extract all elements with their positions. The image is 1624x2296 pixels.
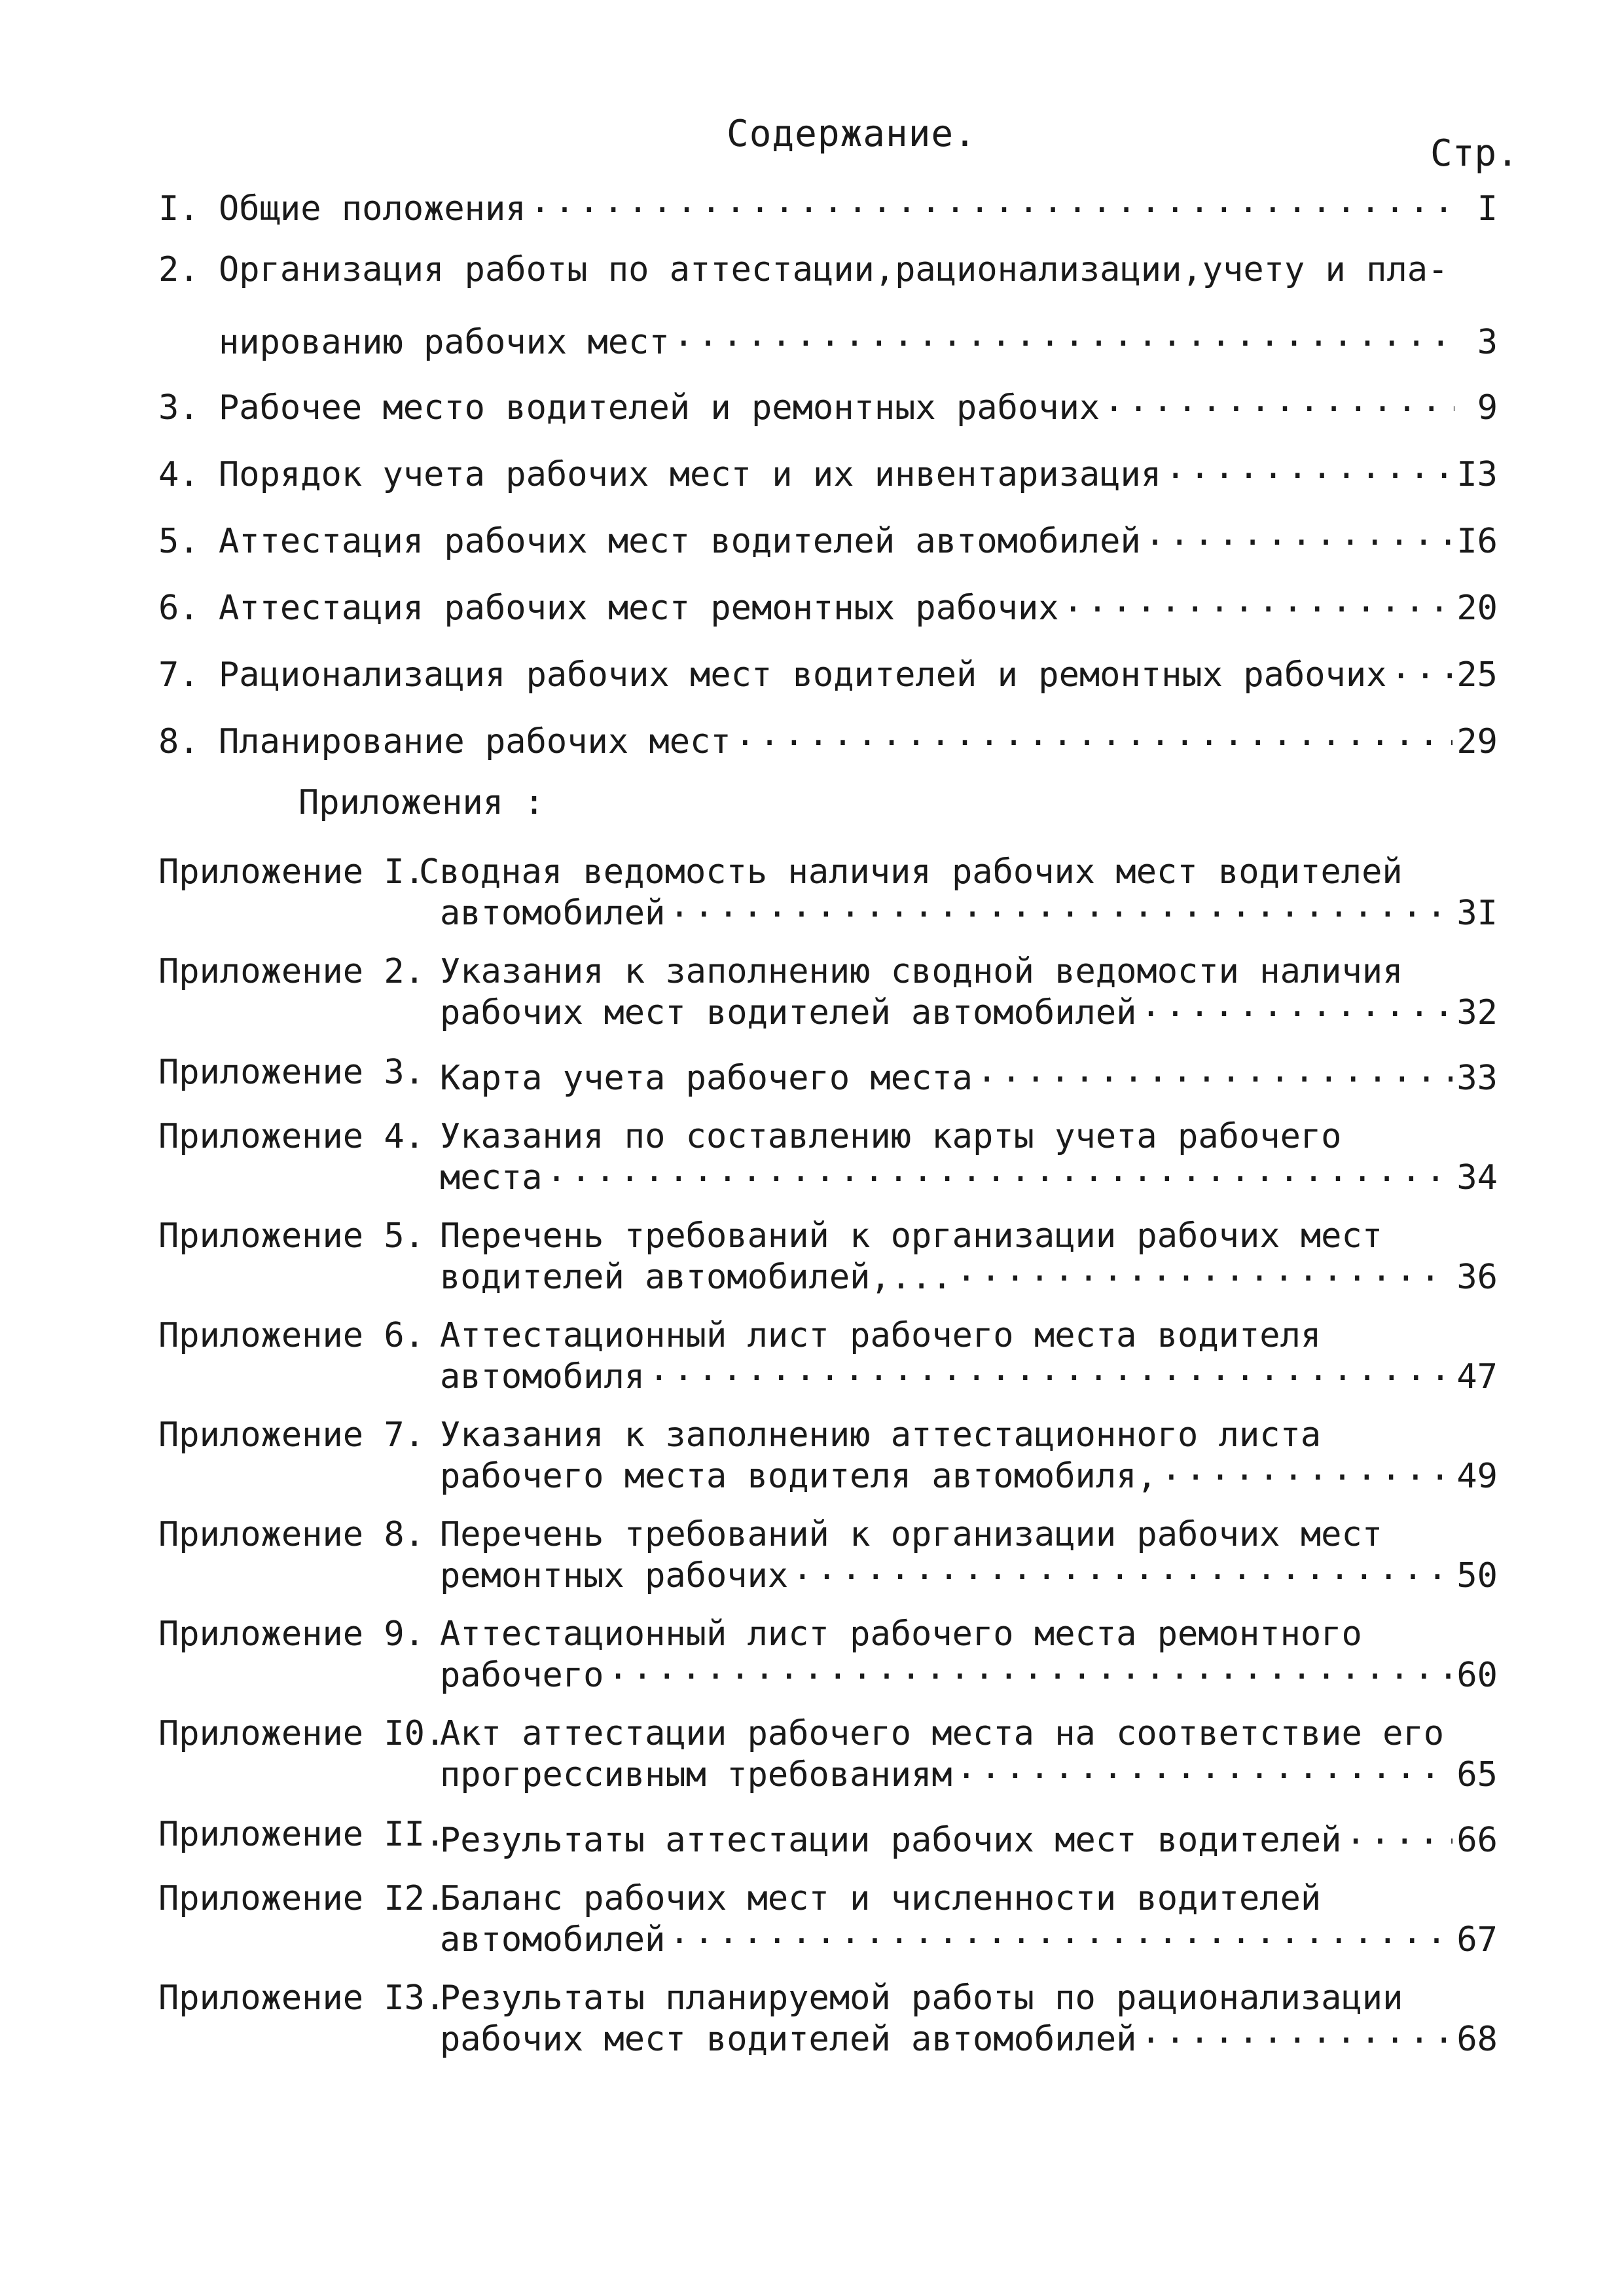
entry-title: Аттестация рабочих мест водителей автомобилей	[219, 522, 1141, 561]
toc-entry-title-line1: Организация работы по аттестации,рационализации,учету и пла-	[219, 250, 1449, 289]
appendix-entry	[440, 1254, 1498, 1297]
appendix-label: Приложение I0.	[158, 1714, 446, 1753]
toc-entry	[158, 519, 1498, 561]
appendix-page: 49	[1456, 1457, 1498, 1496]
appendix-page: 60	[1456, 1656, 1498, 1695]
appendix-entry	[440, 1752, 1498, 1795]
appendix-title-line1: Указания к заполнению сводной ведомости наличия	[440, 952, 1403, 991]
entry-title: нированию рабочих мест	[219, 323, 670, 362]
appendix-entry	[440, 1453, 1498, 1496]
appendix-page: 36	[1456, 1258, 1498, 1297]
entry-number: 4.	[158, 455, 200, 494]
entry-page: I	[1477, 189, 1498, 228]
page-column-label: Стр.	[1430, 132, 1519, 175]
appendix-label: Приложение 2.	[158, 952, 425, 991]
entry-number: 7.	[158, 655, 200, 695]
toc-entry	[158, 385, 1498, 428]
dot-leader	[547, 1155, 1453, 1189]
dot-leader	[1390, 652, 1453, 686]
appendix-title-line2: автомобилей	[440, 894, 666, 933]
dot-leader	[530, 186, 1454, 220]
appendix-entry	[440, 890, 1498, 933]
appendix-title-line2: автомобилей	[440, 1920, 666, 1959]
dot-leader	[669, 890, 1453, 924]
entry-page: 3	[1477, 323, 1498, 362]
appendix-entry	[440, 1652, 1498, 1695]
appendix-title-line2: рабочих мест водителей автомобилей	[440, 2020, 1137, 2059]
appendix-entry	[440, 1354, 1498, 1394]
toc-entry	[158, 652, 1498, 695]
entry-title: Рационализация рабочих мест водителей и ремонтных рабочих	[219, 655, 1387, 695]
entry-title: Планирование рабочих мест	[219, 722, 731, 761]
toc-entry-number: 2.	[158, 250, 200, 289]
toc-entry	[158, 719, 1498, 759]
appendix-page: 47	[1456, 1357, 1498, 1396]
dot-leader	[1063, 585, 1453, 619]
appendix-title-line1: Перечень требований к организации рабочих мест	[440, 1216, 1383, 1256]
dot-leader	[1140, 2016, 1453, 2050]
entry-number: 5.	[158, 522, 200, 561]
appendix-entry	[440, 1817, 1498, 1860]
appendix-title-line1: Результаты планируемой работы по рационализации	[440, 1978, 1403, 2018]
appendix-label: Приложение 7.	[158, 1415, 425, 1455]
dot-leader	[674, 319, 1454, 354]
appendix-page: 50	[1456, 1556, 1498, 1595]
toc-entry	[158, 186, 1498, 226]
dot-leader	[792, 1553, 1453, 1587]
appendix-title-line2: водителей автомобилей,...	[440, 1258, 952, 1297]
appendix-page: 32	[1456, 993, 1498, 1032]
entry-number: 8.	[158, 722, 200, 761]
appendix-title-line2: рабочего	[440, 1656, 604, 1695]
appendix-page: 34	[1456, 1158, 1498, 1197]
toc-entry	[219, 319, 1498, 362]
dot-leader	[1140, 990, 1453, 1024]
dot-leader	[977, 1055, 1453, 1089]
appendix-label: Приложение II.	[158, 1815, 446, 1854]
appendices-heading: Приложения :	[298, 783, 545, 822]
entry-page: I3	[1456, 455, 1498, 494]
appendix-title-line1: Акт аттестации рабочего места на соответствие его	[440, 1714, 1445, 1753]
entry-title: Порядок учета рабочих мест и их инвентаризация	[219, 455, 1162, 494]
appendix-label: Приложение I2.	[158, 1879, 446, 1918]
appendix-title-line2: ремонтных рабочих	[440, 1556, 789, 1595]
appendix-label: Приложение I.	[158, 852, 425, 892]
dot-leader	[1161, 1453, 1453, 1487]
entry-number: I.	[158, 189, 200, 228]
entry-page: 29	[1456, 722, 1498, 761]
appendix-page: 33	[1456, 1059, 1498, 1098]
appendix-page: 3I	[1456, 894, 1498, 933]
appendix-title-line2: автомобиля	[440, 1357, 645, 1396]
appendix-entry	[440, 2016, 1498, 2059]
appendix-entry	[440, 990, 1498, 1030]
appendix-entry	[440, 1155, 1498, 1195]
page-title: Содержание.	[727, 113, 977, 155]
toc-entry	[158, 452, 1498, 492]
dot-leader	[956, 1254, 1453, 1288]
appendix-title-line2: прогрессивным требованиям	[440, 1755, 952, 1795]
appendix-label: Приложение I3.	[158, 1978, 446, 2018]
entry-number: 3.	[158, 388, 200, 428]
appendix-title-line1: Указания по составлению карты учета рабочего	[440, 1117, 1342, 1156]
appendix-title-line1: Аттестационный лист рабочего места водителя	[440, 1316, 1322, 1355]
dot-leader	[1104, 385, 1454, 419]
appendix-title-line2: места	[440, 1158, 543, 1197]
entry-page: 20	[1456, 589, 1498, 628]
appendix-label: Приложение 6.	[158, 1316, 425, 1355]
dot-leader	[1346, 1817, 1453, 1851]
appendix-entry	[440, 1917, 1498, 1957]
appendix-title-line1: Сводная ведомость наличия рабочих мест водителей	[419, 852, 1403, 892]
entry-page: 9	[1477, 388, 1498, 428]
entry-page: 25	[1456, 655, 1498, 695]
appendix-label: Приложение 3.	[158, 1053, 425, 1092]
appendix-label: Приложение 9.	[158, 1614, 425, 1654]
dot-leader	[649, 1354, 1453, 1388]
appendix-page: 67	[1456, 1920, 1498, 1959]
appendix-label: Приложение 4.	[158, 1117, 425, 1156]
dot-leader	[1165, 452, 1453, 486]
entry-title: Аттестация рабочих мест ремонтных рабочих	[219, 589, 1059, 628]
appendix-page: 68	[1456, 2020, 1498, 2059]
entry-title: Общие положения	[219, 189, 526, 228]
appendix-page: 66	[1456, 1821, 1498, 1860]
appendix-entry	[440, 1055, 1498, 1098]
appendix-label: Приложение 8.	[158, 1515, 425, 1554]
appendix-label: Приложение 5.	[158, 1216, 425, 1256]
dot-leader	[607, 1652, 1453, 1686]
appendix-title-line1: Карта учета рабочего места	[440, 1059, 973, 1098]
dot-leader	[956, 1752, 1453, 1786]
dot-leader	[1145, 519, 1453, 553]
dot-leader	[669, 1917, 1453, 1951]
appendix-title-line2: рабочего места водителя автомобиля,	[440, 1457, 1157, 1496]
appendix-title-line1: Указания к заполнению аттестационного листа	[440, 1415, 1322, 1455]
appendix-page: 65	[1456, 1755, 1498, 1795]
toc-entry	[158, 585, 1498, 628]
appendix-title-line1: Результаты аттестации рабочих мест водителей	[440, 1821, 1342, 1860]
appendix-title-line2: рабочих мест водителей автомобилей	[440, 993, 1137, 1032]
entry-number: 6.	[158, 589, 200, 628]
appendix-entry	[440, 1553, 1498, 1593]
dot-leader	[735, 719, 1453, 753]
appendix-title-line1: Перечень требований к организации рабочих мест	[440, 1515, 1383, 1554]
entry-page: I6	[1456, 522, 1498, 561]
entry-title: Рабочее место водителей и ремонтных рабочих	[219, 388, 1100, 428]
appendix-title-line1: Баланс рабочих мест и численности водителей	[440, 1879, 1322, 1918]
appendix-title-line1: Аттестационный лист рабочего места ремонтного	[440, 1614, 1362, 1654]
